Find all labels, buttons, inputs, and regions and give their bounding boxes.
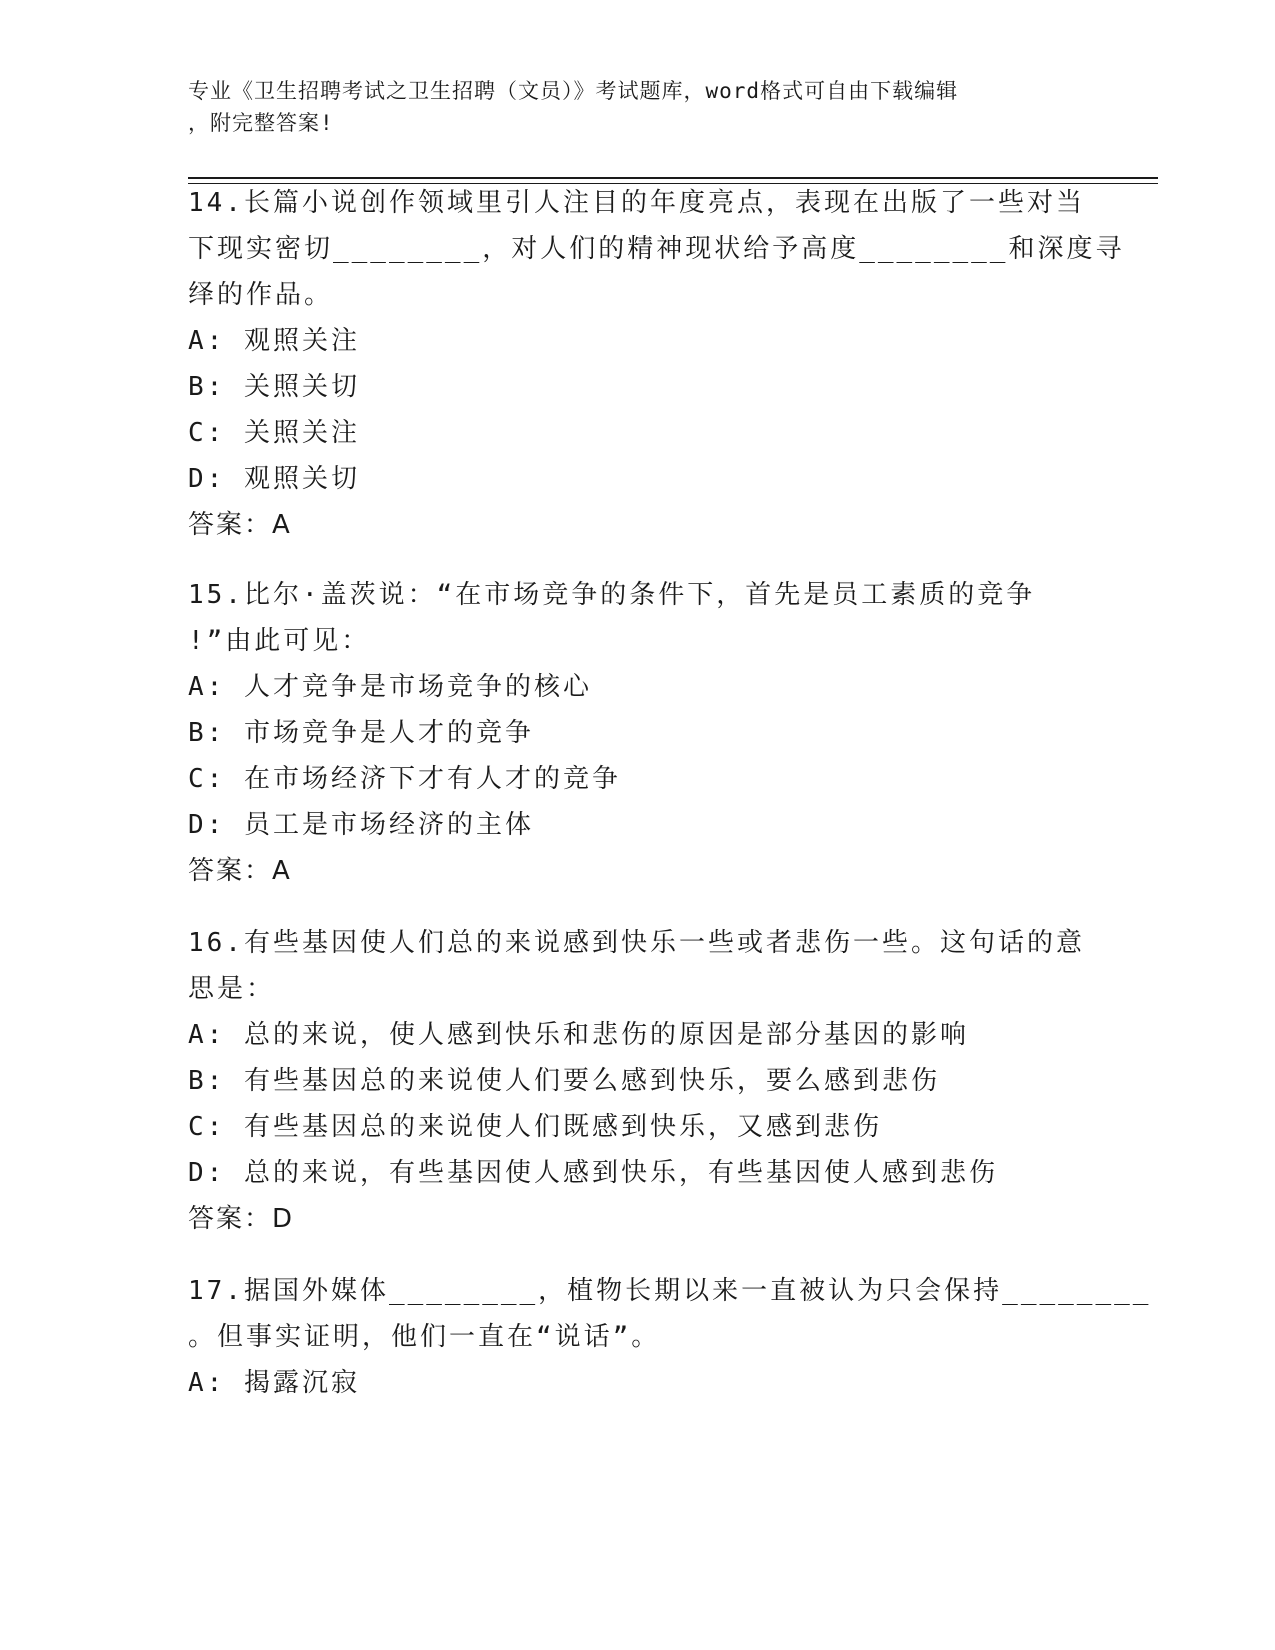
option-c: C: 关照关注 <box>188 418 360 448</box>
option-a: A: 观照关注 <box>188 326 360 356</box>
answer-line: 答案：A <box>188 510 292 540</box>
header-divider <box>188 177 1158 179</box>
question-text: 思是： <box>188 974 276 1004</box>
question-text: 16.有些基因使人们总的来说感到快乐一些或者悲伤一些。这句话的意 <box>188 928 1085 958</box>
question-text: 14.长篇小说创作领域里引人注目的年度亮点，表现在出版了一些对当 <box>188 188 1085 218</box>
question-text: 17.据国外媒体________，植物长期以来一直被认为只会保持________ <box>188 1276 1152 1306</box>
answer-line: 答案：A <box>188 856 292 886</box>
option-b: B: 关照关切 <box>188 372 360 402</box>
question-block <box>188 180 1125 548</box>
option-a: A: 人才竞争是市场竞争的核心 <box>188 672 592 702</box>
question-text: 下现实密切________，对人们的精神现状给予高度________和深度寻 <box>188 234 1125 264</box>
option-d: D: 总的来说，有些基因使人感到快乐，有些基因使人感到悲伤 <box>188 1158 998 1188</box>
header-line: 专业《卫生招聘考试之卫生招聘（文员）》考试题库，word格式可自由下载编辑 <box>188 79 959 103</box>
question-block <box>188 920 1088 1242</box>
question-text: 。但事实证明，他们一直在“说话”。 <box>188 1322 661 1352</box>
option-a: A: 揭露沉寂 <box>188 1368 360 1398</box>
question-text: 绎的作品。 <box>188 280 334 310</box>
question-text: 15.比尔·盖茨说：“在市场竞争的条件下，首先是员工素质的竞争 <box>188 580 1036 610</box>
option-c: C: 有些基因总的来说使人们既感到快乐，又感到悲伤 <box>188 1112 882 1142</box>
option-d: D: 观照关切 <box>188 464 360 494</box>
option-d: D: 员工是市场经济的主体 <box>188 810 534 840</box>
option-a: A: 总的来说，使人感到快乐和悲伤的原因是部分基因的影响 <box>188 1020 969 1050</box>
option-c: C: 在市场经济下才有人才的竞争 <box>188 764 621 794</box>
option-b: B: 市场竞争是人才的竞争 <box>188 718 534 748</box>
option-b: B: 有些基因总的来说使人们要么感到快乐，要么感到悲伤 <box>188 1066 940 1096</box>
question-text: !”由此可见： <box>188 626 371 656</box>
answer-line: 答案：D <box>188 1204 295 1234</box>
header-line: ，附完整答案! <box>188 111 334 135</box>
question-block <box>188 1268 1152 1406</box>
document-header <box>188 75 1068 139</box>
question-block <box>188 572 1088 894</box>
